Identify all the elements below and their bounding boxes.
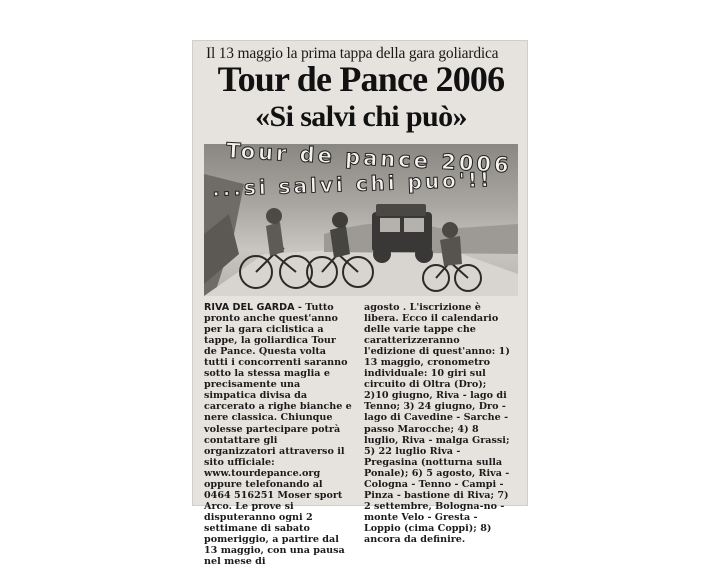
article-column-right bbox=[364, 302, 512, 545]
photo-caption-line1: Tour de pance 2006 bbox=[225, 138, 513, 178]
photo-caption-line2: ...si salvi chi puo'!! bbox=[211, 167, 493, 201]
article-photo bbox=[204, 138, 518, 296]
newspaper-clipping bbox=[192, 40, 528, 567]
article-subheadline: «Si salvi chi può» bbox=[255, 100, 467, 133]
article-body-right: agosto . L'iscrizione è libera. Ecco il calendario delle varie tappe che caratterizzeranno l'edizione di quest'anno: 1) 13 maggio, cronometro individuale: 10 giri sul circuito di Oltra (Dro); 2)10 giugno, Riva - lago di Tenno; 3) 24 giugno, Dro - lago di Cavedine - Sarche - passo Marocche; 4) 8 luglio, Riva - malga Grassi; 5) 22 luglio Riva - Pregasina (notturna sulla Ponale); 6) 5 agosto, Riva - Cologna - Tenno - Campi - Pinza - bastione di Riva; 7) 2 settembre, Bologna-no - monte Velo - Gresta - Loppio (cima Coppi); 8) ancora da definire. bbox=[364, 302, 510, 545]
article-body-left: - Tutto pronto anche quest'anno per la gara ciclistica a tappe, la goliardica Tour de Pance. Questa volta tutti i concorrenti saranno sotto la stessa maglia e precisamente una simpatica divisa da carcerato a righe bianche e nere classica. Chiunque volesse partecipare potrà contattare gli organizzatori attraverso il sito ufficiale: www.tourdepance.org oppure telefonando al 0464 516251 Moser sport Arco. Le prove si disputeranno ogni 2 settimane di sabato pomeriggio, a partire dal 13 maggio, con una pausa nel mese di bbox=[204, 302, 352, 567]
article-headline: Tour de Pance 2006 bbox=[217, 59, 505, 99]
article-column-left bbox=[204, 302, 352, 567]
article-dateline: RIVA DEL GARDA bbox=[204, 302, 295, 313]
article-kicker: Il 13 maggio la prima tappa della gara goliardica bbox=[206, 45, 499, 62]
